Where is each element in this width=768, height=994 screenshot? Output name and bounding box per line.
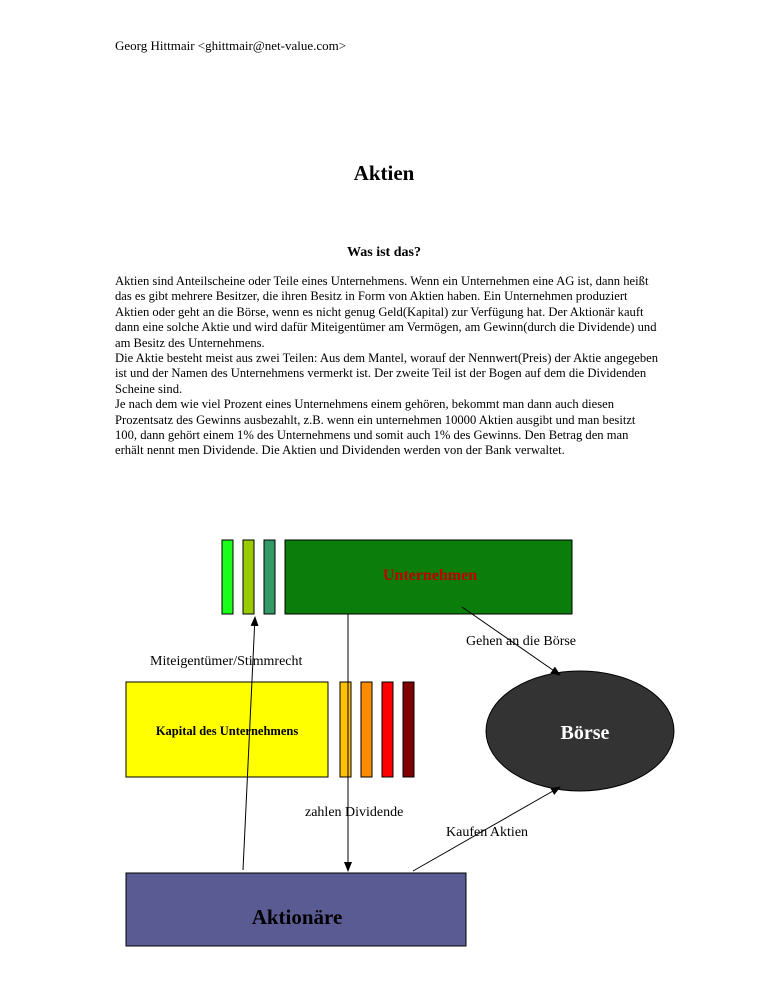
share-strip [264, 540, 275, 614]
label-miteigentuemer: Miteigentümer/Stimmrecht [150, 654, 303, 669]
label-kaufen-aktien: Kaufen Aktien [446, 825, 529, 840]
share-strip [243, 540, 254, 614]
page-title: Aktien [353, 161, 415, 185]
paragraph: Je nach dem wie viel Prozent eines Unternehmens einem gehören, bekommt man dann auch diesen Prozentsatz des Gewinns ausbezahlt, z.B. wenn ein unternehmen 10000 Aktien ausgibt und man besitzt 100, dann gehört einem 1% des Unternehmens und somit auch 1% des Gewinns. Den Betrag den man erhält nennt men Dividende. Die Aktien und Dividenden werden von der Bank verwaltet. [115, 397, 636, 458]
dividend-strip [361, 682, 372, 777]
paragraph: Aktien sind Anteilscheine oder Teile eines Unternehmens. Wenn ein Unternehmen eine AG ist, dann heißt das es gibt mehrere Besitzer, die ihren Besitz in Form von Aktien haben. Ein Unternehmen produziert Aktien oder geht an die Börse, wenn es nicht genug Geld(Kapital) zur Verfügung hat. Der Aktionär kauft dann eine solche Aktie und wird dafür Miteigentümer am Vermögen, am Gewinn(durch die Dividende) und am Besitz des Unternehmens. [115, 274, 657, 350]
section-heading: Was ist das? [347, 245, 421, 260]
label-gehen-an-boerse: Gehen an die Börse [466, 634, 577, 649]
dividend-strip [382, 682, 393, 777]
author-line: Georg Hittmair <ghittmair@net-value.com> [115, 38, 347, 53]
paragraph: Die Aktie besteht meist aus zwei Teilen: Aus dem Mantel, worauf der Nennwert(Preis) der Aktie angegeben ist und der Namen des Unternehmens vermerkt ist. Der zweite Teil ist der Bogen auf dem die Dividenden Scheine sind. [115, 351, 659, 396]
kapital-label: Kapital des Unternehmens [155, 724, 299, 738]
label-zahlen-dividende: zahlen Dividende [305, 805, 404, 820]
aktionaere-label: Aktionäre [251, 905, 343, 929]
share-strip [222, 540, 233, 614]
dividend-strip [403, 682, 414, 777]
unternehmen-label: Unternehmen [382, 567, 478, 584]
dividend-strip [340, 682, 351, 777]
boerse-label: Börse [560, 722, 610, 744]
